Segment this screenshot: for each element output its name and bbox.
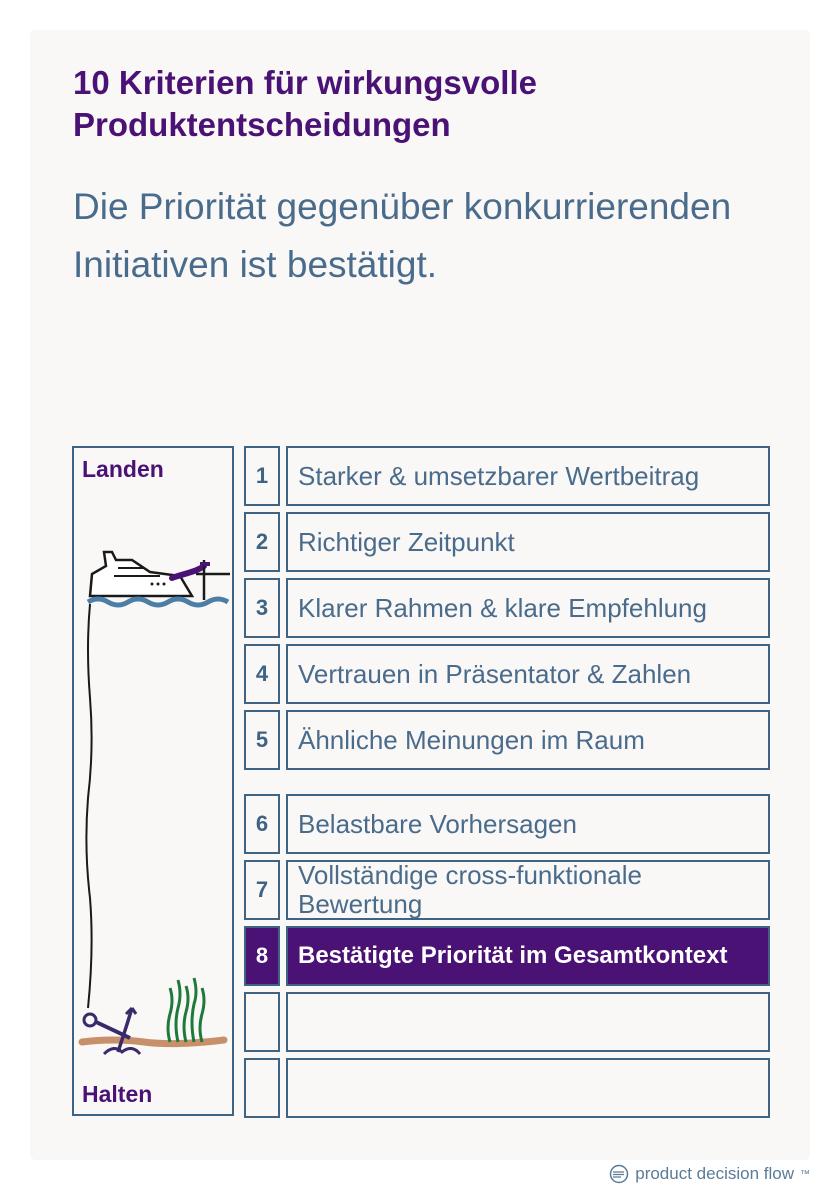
criterion-number: 8 bbox=[244, 926, 280, 986]
criterion-label: Vertrauen in Präsentator & Zahlen bbox=[286, 644, 770, 704]
footer-brand bbox=[609, 1164, 810, 1184]
criterion-label: Vollständige cross-funktionale Bewertung bbox=[286, 860, 770, 920]
criterion-number: 2 bbox=[244, 512, 280, 572]
water-line bbox=[88, 599, 228, 605]
criterion-number: 3 bbox=[244, 578, 280, 638]
criterion-label: Richtiger Zeitpunkt bbox=[286, 512, 770, 572]
criterion-number: 1 bbox=[244, 446, 280, 506]
brand-name: product decision flow bbox=[635, 1164, 794, 1183]
criterion-number: 7 bbox=[244, 860, 280, 920]
anchor-rope bbox=[86, 604, 91, 1008]
criterion-label: Klarer Rahmen & klare Empfehlung bbox=[286, 578, 770, 638]
criterion-number bbox=[244, 1058, 280, 1118]
criterion-label: Bestätigte Priorität im Gesamtkontext bbox=[286, 926, 770, 986]
seaweed-icon bbox=[168, 978, 204, 1042]
scale-top-label: Landen bbox=[82, 456, 164, 482]
page-subtitle: Die Priorität gegenüber konkurrierenden Initiativen ist bestätigt. bbox=[73, 186, 732, 285]
criterion-number: 4 bbox=[244, 644, 280, 704]
criterion-number bbox=[244, 992, 280, 1052]
yacht-icon bbox=[90, 552, 230, 600]
criterion-number: 6 bbox=[244, 794, 280, 854]
scale-panel bbox=[72, 446, 234, 1116]
brand-trademark: ™ bbox=[800, 1168, 810, 1180]
boat-anchor-illustration bbox=[74, 448, 234, 1114]
criterion-label bbox=[286, 1058, 770, 1118]
brand-logo-icon bbox=[609, 1164, 629, 1184]
criterion-label bbox=[286, 992, 770, 1052]
criterion-label: Starker & umsetzbarer Wertbeitrag bbox=[286, 446, 770, 506]
anchor-icon bbox=[84, 1008, 140, 1054]
criterion-label: Belastbare Vorhersagen bbox=[286, 794, 770, 854]
scale-bottom-label: Halten bbox=[82, 1081, 153, 1107]
page-title: 10 Kriterien für wirkungsvolle Produktentscheidungen bbox=[73, 64, 537, 143]
criterion-number: 5 bbox=[244, 710, 280, 770]
criterion-label: Ähnliche Meinungen im Raum bbox=[286, 710, 770, 770]
